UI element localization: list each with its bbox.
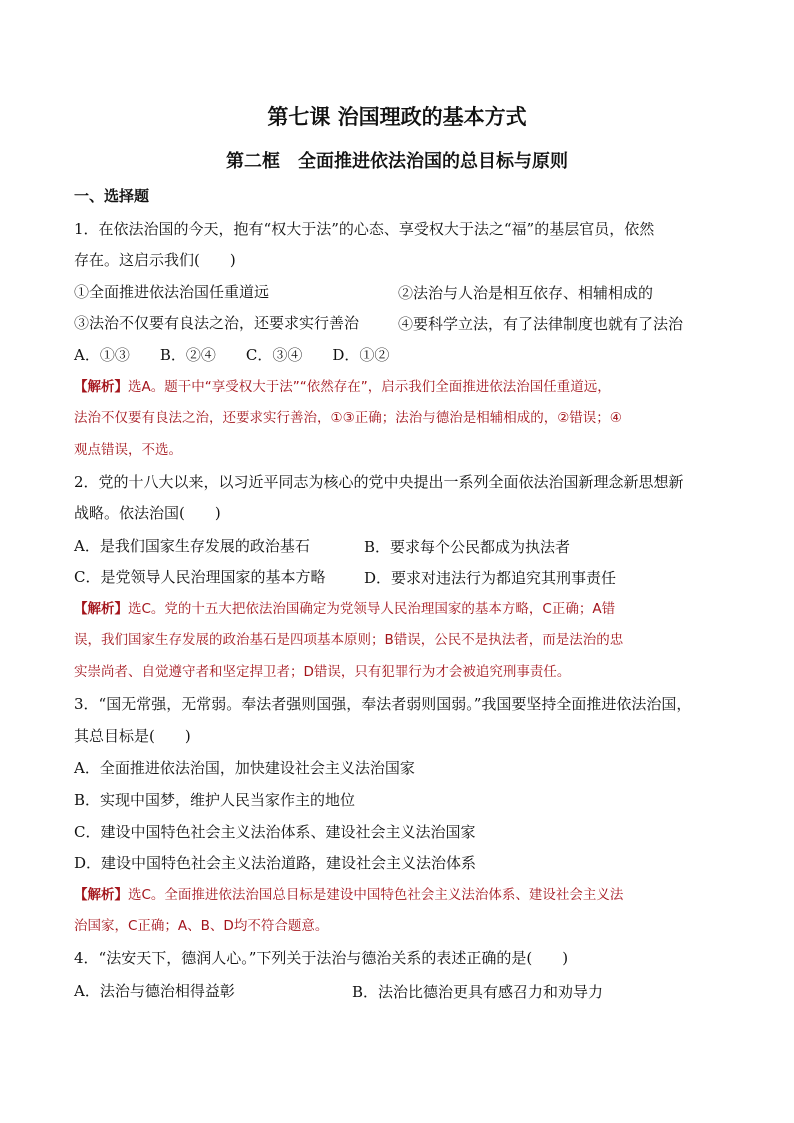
- q3-option-a: A．全面推进依法治国，加快建设社会主义法治国家: [74, 759, 415, 777]
- q3-option-b: B．实现中国梦，维护人民当家作主的地位: [74, 791, 356, 809]
- lesson-subtitle: 第二框 全面推进依法治国的总目标与原则: [226, 151, 568, 172]
- q2-option-c: C．是党领导人民治理国家的基本方略: [74, 568, 326, 586]
- q1-analysis-line3: 观点错误，不选。: [74, 442, 182, 458]
- q2-stem-line1: 2．党的十八大以来，以习近平同志为核心的党中央提出一系列全面依法治国新理念新思想新: [74, 473, 684, 491]
- q1-stem-line2: 存在。这启示我们( ): [74, 251, 236, 269]
- section-heading: 一、选择题: [74, 187, 150, 205]
- q1-analysis-text: 选A。题干中“享受权大于法”“依然存在”，启示我们全面推进依法治国任重道远，: [128, 379, 611, 395]
- q2-analysis-line1: [74, 599, 615, 619]
- q2-analysis-tag: 【解析】: [74, 601, 128, 617]
- q3-stem-line2: 其总目标是( ): [74, 727, 191, 745]
- q1-statement-2: ②法治与人治是相互依存、相辅相成的: [398, 284, 654, 302]
- q1-stem-line1: 1．在依法治国的今天，抱有“权大于法”的心态、享受权大于法之“福”的基层官员，依然: [74, 220, 655, 238]
- lesson-title: 第七课 治国理政的基本方式: [267, 104, 527, 129]
- q4-option-a: A．法治与德治相得益彰: [74, 982, 235, 1000]
- q2-option-b: B．要求每个公民都成为执法者: [364, 538, 571, 556]
- q1-statement-1: ①全面推进依法治国任重道远: [74, 283, 270, 301]
- q3-option-d: D．建设中国特色社会主义法治道路，建设社会主义法治体系: [74, 854, 477, 872]
- q3-analysis-tag: 【解析】: [74, 887, 128, 903]
- q1-choices: A．①③ B．②④ C．③④ D．①②: [74, 346, 390, 364]
- q1-statement-3: ③法治不仅要有良法之治，还要求实行善治: [74, 314, 360, 332]
- q2-analysis-text: 选C。党的十五大把依法治国确定为党领导人民治理国家的基本方略，C正确；A错: [128, 601, 616, 617]
- q3-option-c: C．建设中国特色社会主义法治体系、建设社会主义法治国家: [74, 823, 476, 841]
- q3-analysis-line1: [74, 885, 623, 905]
- q2-stem-line2: 战略。依法治国( ): [74, 504, 221, 522]
- q3-analysis-line2: 治国家，C正确；A、B、D均不符合题意。: [74, 918, 329, 934]
- q2-analysis-line3: 实崇尚者、自觉遵守者和坚定捍卫者；D错误，只有犯罪行为才会被追究刑事责任。: [74, 664, 571, 680]
- q4-stem-line1: 4．“法安天下，德润人心。”下列关于法治与德治关系的表述正确的是( ): [74, 949, 569, 967]
- q4-option-b: B．法治比德治更具有感召力和劝导力: [352, 983, 604, 1001]
- q1-statement-4: ④要科学立法，有了法律制度也就有了法治: [398, 315, 684, 333]
- q1-analysis-tag: 【解析】: [74, 379, 128, 395]
- q2-option-a: A．是我们国家生存发展的政治基石: [74, 537, 310, 555]
- q2-analysis-line2: 误，我们国家生存发展的政治基石是四项基本原则；B错误，公民不是执法者，而是法治的忠: [74, 632, 624, 648]
- q1-analysis-line2: 法治不仅要有良法之治，还要求实行善治，①③正确；法治与德治是相辅相成的，②错误；④: [74, 410, 622, 426]
- q2-option-d: D．要求对违法行为都追究其刑事责任: [364, 569, 617, 587]
- q3-stem-line1: 3．“国无常强，无常弱。奉法者强则国强，奉法者弱则国弱。”我国要坚持全面推进依法治国，: [74, 695, 692, 713]
- q3-analysis-text: 选C。全面推进依法治国总目标是建设中国特色社会主义法治体系、建设社会主义法: [128, 887, 624, 903]
- q1-analysis-line1: [74, 377, 611, 397]
